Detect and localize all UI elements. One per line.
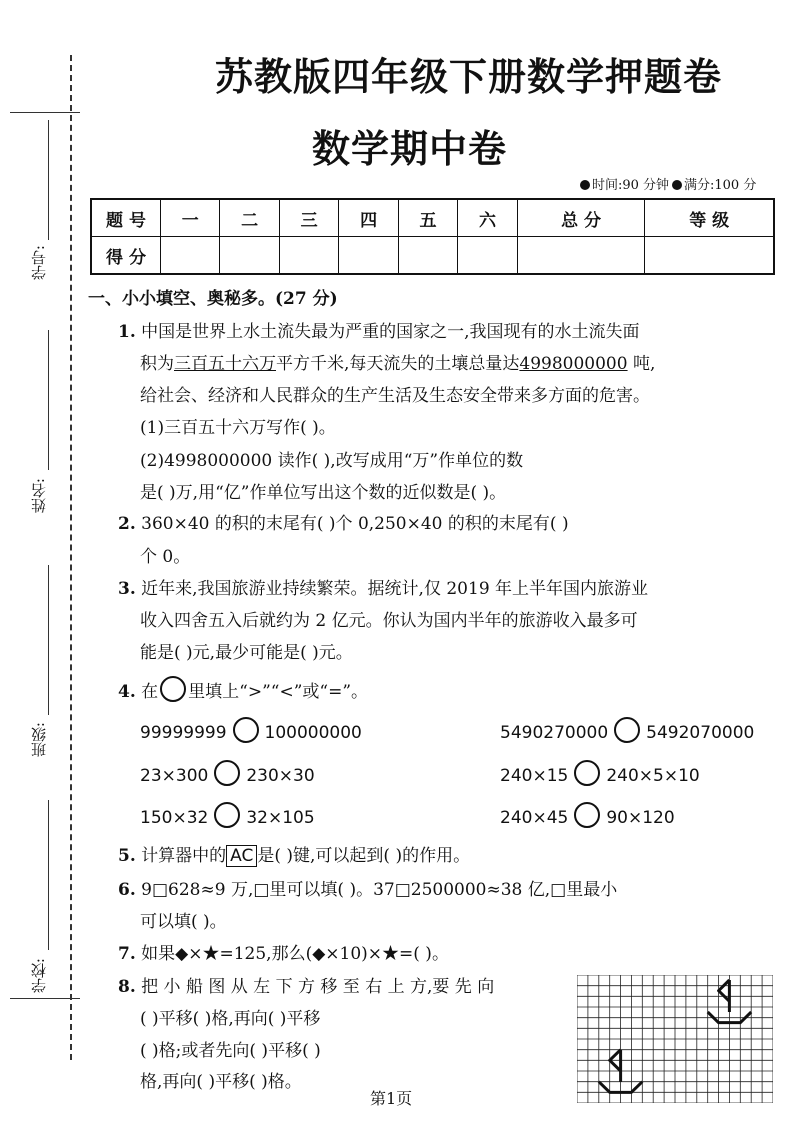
- question-text: 9□628≈9 万,□里可以填( )。37□2500000≈38 亿,□里最小: [141, 880, 618, 900]
- page-number: 第1页: [370, 1089, 413, 1108]
- compare-circle[interactable]: [574, 760, 600, 786]
- score-table-header-row: [91, 199, 774, 237]
- score-cell[interactable]: [458, 237, 517, 275]
- question-3-line-3: 能是( )元,最少可能是( )元。: [140, 643, 353, 663]
- score-cell[interactable]: [161, 237, 220, 275]
- compare-right: 32×105: [246, 808, 315, 828]
- compare-left: 150×32: [140, 808, 209, 828]
- underlined-text: 三百五十六万: [174, 354, 276, 374]
- clock-icon: [580, 180, 590, 190]
- question-number: 4.: [118, 682, 136, 702]
- score-table-col: 六: [458, 199, 517, 237]
- circle-icon: [160, 676, 186, 702]
- compare-item: [140, 760, 315, 786]
- score-cell[interactable]: [220, 237, 279, 275]
- grid-lines: [577, 975, 773, 1103]
- compare-item: [500, 802, 675, 828]
- question-number: 8.: [118, 977, 136, 997]
- question-text: 计算器中的: [141, 846, 227, 866]
- compare-item: [500, 717, 754, 743]
- question-8-line-2: ( )平移( )格,再向( )平移: [140, 1009, 321, 1029]
- compare-right: 90×120: [606, 808, 675, 828]
- compare-circle[interactable]: [233, 717, 259, 743]
- compare-left: 23×300: [140, 766, 209, 786]
- question-6: [118, 879, 617, 901]
- question-number: 6.: [118, 880, 136, 900]
- score-cell[interactable]: [279, 237, 338, 275]
- text-run: 积为: [140, 354, 174, 374]
- question-5: [118, 845, 470, 867]
- question-text: 在: [141, 682, 159, 702]
- name-label: 姓名:: [30, 478, 48, 514]
- score-table-score-row: [91, 237, 774, 275]
- question-8-line-3: ( )格;或者先向( )平移( ): [140, 1041, 321, 1061]
- question-text: 中国是世界上水土流失最为严重的国家之一,我国现有的水土流失面: [141, 322, 640, 342]
- score-table-col: 等 级: [645, 199, 774, 237]
- score-table-col: 总 分: [517, 199, 645, 237]
- score-text: 满分:100 分: [684, 178, 757, 193]
- question-number: 1.: [118, 322, 136, 342]
- compare-circle[interactable]: [214, 802, 240, 828]
- check-icon: [672, 180, 682, 190]
- question-text: 里填上“>”“<”或“=”。: [188, 682, 369, 702]
- question-1-part-2-cont: 是( )万,用“亿”作单位写出这个数的近似数是( )。: [140, 483, 507, 503]
- score-info: [672, 174, 756, 193]
- class-line: [48, 565, 49, 715]
- score-cell[interactable]: [398, 237, 457, 275]
- question-2-line-2: 个 0。: [140, 547, 191, 567]
- compare-left: 240×15: [500, 766, 569, 786]
- section-heading: 一、小小填空、奥秘多。(27 分): [88, 289, 338, 309]
- score-table-col: 三: [279, 199, 338, 237]
- question-6-line-2: 可以填( )。: [140, 912, 227, 932]
- question-text: 如果◆×★=125,那么(◆×10)×★=( )。: [141, 944, 449, 964]
- underlined-number: 4998000000: [519, 354, 628, 374]
- question-text: 把 小 船 图 从 左 下 方 移 至 右 上 方,要 先 向: [141, 977, 495, 997]
- text-run: 平方千米,每天流失的土壤总量达: [276, 354, 520, 374]
- compare-item: [140, 802, 315, 828]
- time-text: 时间:90 分钟: [592, 178, 670, 193]
- score-table: [90, 198, 775, 275]
- score-table-label: 得 分: [91, 237, 161, 275]
- compare-circle[interactable]: [214, 760, 240, 786]
- question-text: 近年来,我国旅游业持续繁荣。据统计,仅 2019 年上半年国内旅游业: [141, 579, 649, 599]
- binding-divider: [10, 998, 80, 999]
- name-line: [48, 330, 49, 470]
- binding-divider: [10, 112, 80, 113]
- class-label: 班级:: [30, 722, 48, 758]
- page-title: 苏教版四年级下册数学押题卷: [215, 54, 723, 99]
- question-1-line-3: 给社会、经济和人民群众的生产生活及生态安全带来多方面的危害。: [140, 386, 650, 406]
- school-line: [48, 800, 49, 950]
- question-8: [118, 976, 494, 998]
- school-label: 学校:: [30, 958, 48, 994]
- score-cell[interactable]: [339, 237, 398, 275]
- question-4: [118, 676, 368, 703]
- question-text: 是( )键,可以起到( )的作用。: [257, 846, 471, 866]
- compare-left: 240×45: [500, 808, 569, 828]
- student-no-line: [48, 120, 49, 240]
- text-run: 吨,: [627, 354, 656, 374]
- question-1: [118, 321, 640, 343]
- score-table-label: 题 号: [91, 199, 161, 237]
- page-subtitle: 数学期中卷: [312, 126, 508, 171]
- score-table-col: 四: [339, 199, 398, 237]
- compare-right: 240×5×10: [606, 766, 700, 786]
- time-info: [580, 174, 669, 193]
- question-3: [118, 578, 648, 600]
- question-3-line-2: 收入四舍五入后就约为 2 亿元。你认为国内半年的旅游收入最多可: [140, 611, 638, 631]
- compare-circle[interactable]: [614, 717, 640, 743]
- score-table-col: 二: [220, 199, 279, 237]
- compare-right: 230×30: [246, 766, 315, 786]
- compare-circle[interactable]: [574, 802, 600, 828]
- student-no-label: 学号:: [30, 245, 48, 281]
- question-1-line-2: [140, 353, 655, 375]
- question-number: 5.: [118, 846, 136, 866]
- question-text: 360×40 的积的末尾有( )个 0,250×40 的积的末尾有( ): [141, 514, 569, 534]
- binding-dashed-line: [70, 55, 72, 1060]
- compare-right: 100000000: [264, 723, 362, 743]
- question-1-part-1: (1)三百五十六万写作( )。: [140, 418, 336, 438]
- compare-left: 99999999: [140, 723, 227, 743]
- compare-right: 5492070000: [646, 723, 755, 743]
- question-number: 7.: [118, 944, 136, 964]
- score-cell[interactable]: [517, 237, 645, 275]
- score-cell[interactable]: [645, 237, 774, 275]
- question-8-line-4: 格,再向( )平移( )格。: [140, 1072, 302, 1092]
- question-1-part-2: (2)4998000000 读作( ),改写成用“万”作单位的数: [140, 451, 524, 471]
- compare-item: [140, 717, 362, 743]
- question-2: [118, 513, 569, 535]
- question-7: [118, 943, 449, 965]
- compare-item: [500, 760, 700, 786]
- question-number: 2.: [118, 514, 136, 534]
- ac-key-box: AC: [226, 845, 257, 867]
- question-number: 3.: [118, 579, 136, 599]
- compare-left: 5490270000: [500, 723, 609, 743]
- score-table-col: 一: [161, 199, 220, 237]
- boat-grid-figure: [577, 975, 773, 1103]
- score-table-col: 五: [398, 199, 457, 237]
